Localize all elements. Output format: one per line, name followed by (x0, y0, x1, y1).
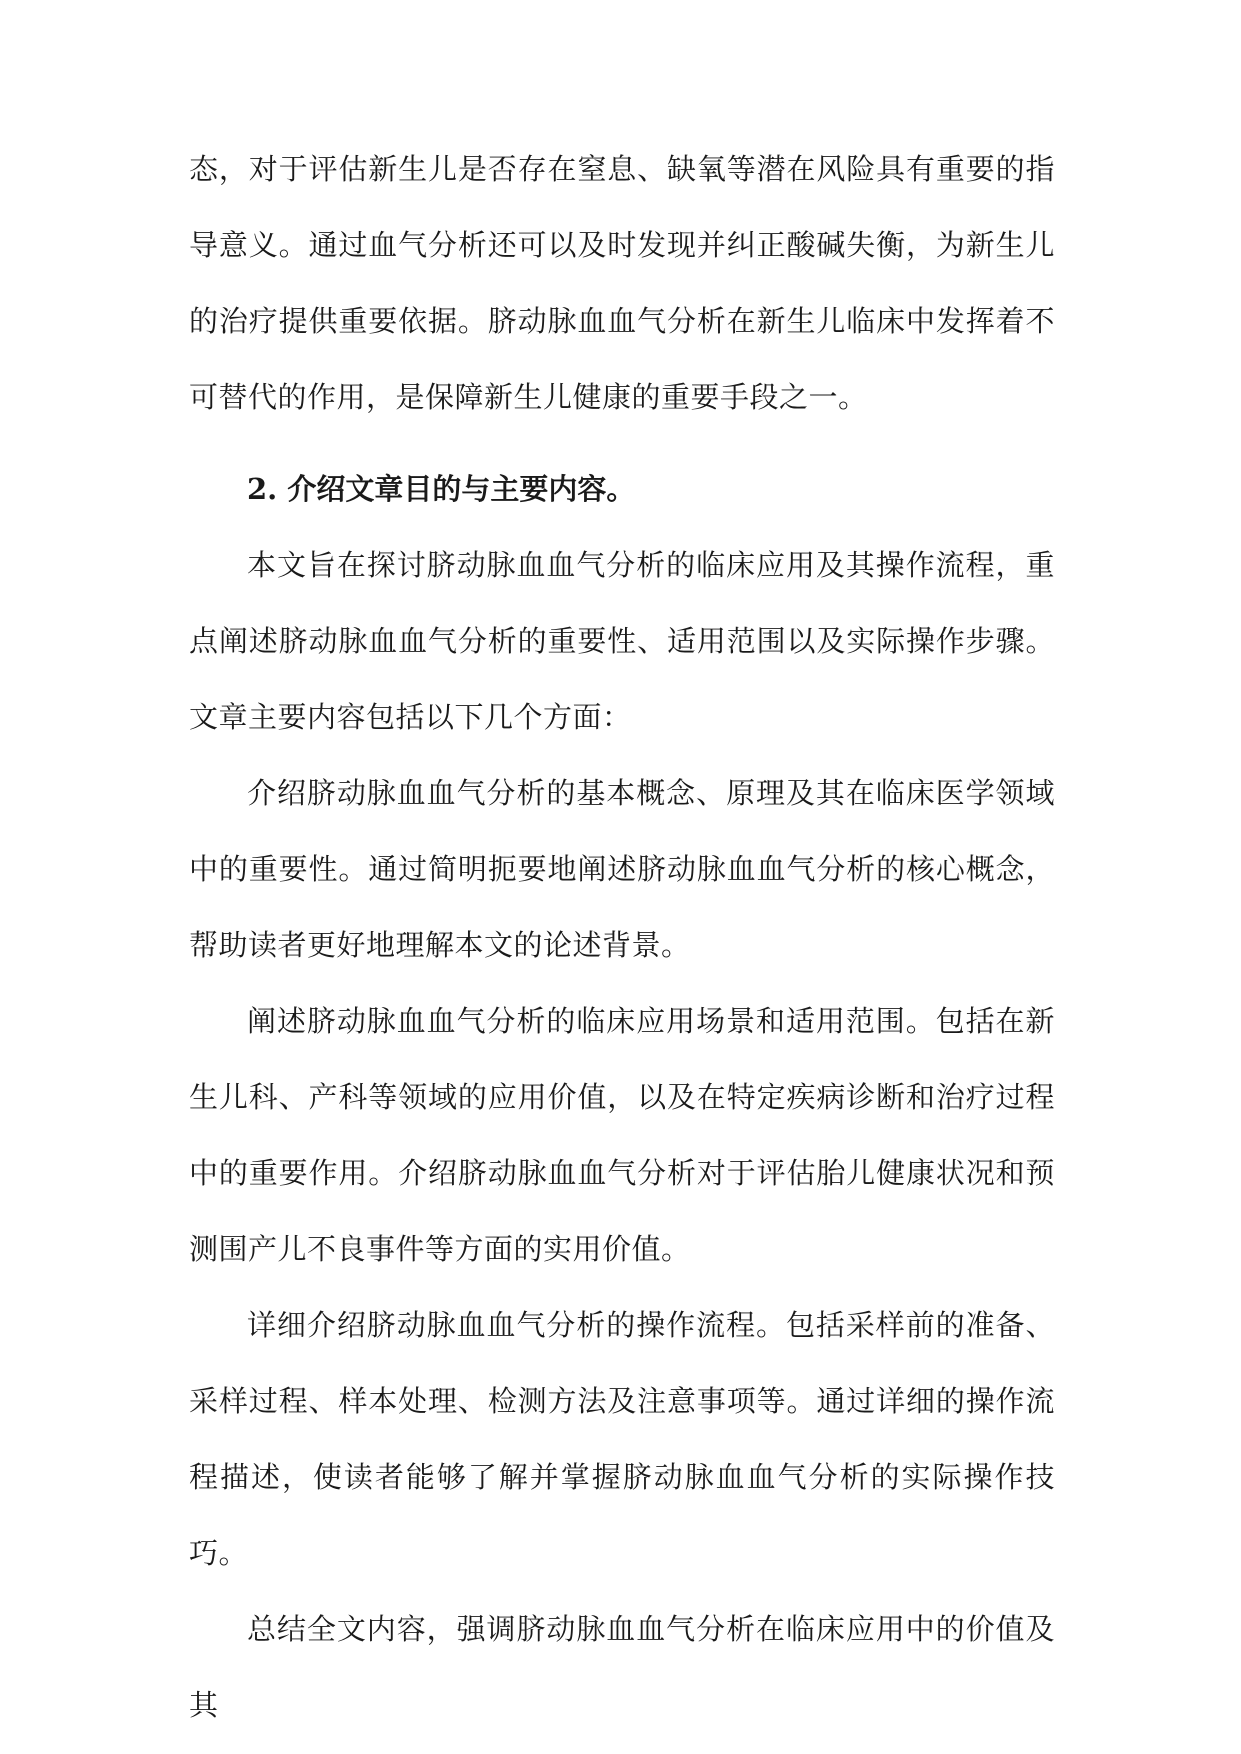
continuation-paragraph: 态，对于评估新生儿是否存在窒息、缺氧等潜在风险具有重要的指导意义。通过血气分析还可以及时发现并纠正酸碱失衡，为新生儿的治疗提供重要依据。脐动脉血血气分析在新生儿临床中发挥着不可替代的作用，是保障新生儿健康的重要手段之一。 (189, 152, 1055, 414)
body-paragraph: 阐述脐动脉血血气分析的临床应用场景和适用范围。包括在新生儿科、产科等领域的应用价值，以及在特定疾病诊断和治疗过程中的重要作用。介绍脐动脉血血气分析对于评估胎儿健康状况和预测围产儿不良事件等方面的实用价值。 (189, 1004, 1055, 1266)
section-heading: 2. 介绍文章目的与主要内容。 (247, 472, 636, 506)
body-paragraph: 介绍脐动脉血血气分析的基本概念、原理及其在临床医学领域中的重要性。通过简明扼要地阐述脐动脉血血气分析的核心概念，帮助读者更好地理解本文的论述背景。 (189, 776, 1055, 962)
body-paragraph: 总结全文内容，强调脐动脉血血气分析在临床应用中的价值及其 (189, 1612, 1055, 1722)
body-paragraph: 本文旨在探讨脐动脉血血气分析的临床应用及其操作流程，重点阐述脐动脉血血气分析的重要性、适用范围以及实际操作步骤。文章主要内容包括以下几个方面： (189, 548, 1055, 734)
body-paragraph: 详细介绍脐动脉血血气分析的操作流程。包括采样前的准备、采样过程、样本处理、检测方法及注意事项等。通过详细的操作流程描述，使读者能够了解并掌握脐动脉血血气分析的实际操作技巧。 (189, 1308, 1055, 1570)
document-page (189, 131, 1055, 1743)
